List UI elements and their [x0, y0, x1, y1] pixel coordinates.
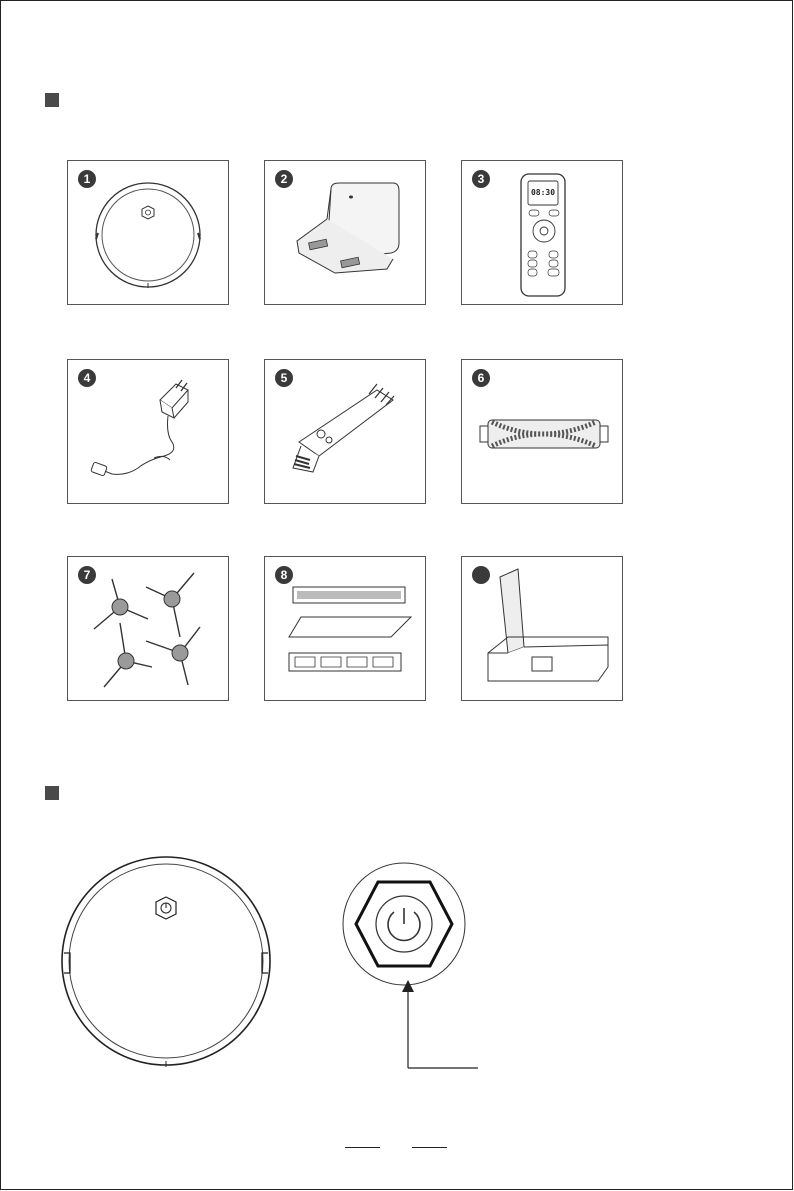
charging-dock-icon — [265, 161, 427, 306]
section-marker-accessories — [45, 93, 59, 107]
footer-divider-right — [412, 1147, 447, 1148]
item-number-badge: 7 — [78, 566, 96, 584]
item-number-badge: 4 — [78, 369, 96, 387]
item-number-badge: 8 — [275, 566, 293, 584]
robot-top-view-icon — [60, 855, 275, 1070]
item-box-5 — [264, 359, 426, 504]
item-box-6 — [461, 359, 623, 504]
item-box-9 — [461, 556, 623, 701]
remote-control-icon — [462, 161, 624, 306]
section-marker-diagram — [45, 786, 59, 800]
item-box-8 — [264, 556, 426, 701]
item-number-badge: 2 — [275, 170, 293, 188]
item-number-badge: 6 — [472, 369, 490, 387]
item-box-3 — [461, 160, 623, 305]
roller-brush-icon — [462, 360, 624, 505]
item-box-7 — [67, 556, 229, 701]
power-adapter-icon — [68, 360, 230, 505]
item-number-badge: 1 — [78, 170, 96, 188]
dustbin-icon — [462, 557, 624, 702]
item-number-badge: 5 — [275, 369, 293, 387]
footer-divider-left — [345, 1147, 380, 1148]
robot-vacuum-icon — [68, 161, 230, 306]
item-box-4 — [67, 359, 229, 504]
item-number-badge: 3 — [472, 170, 490, 188]
item-box-1 — [67, 160, 229, 305]
item-box-2 — [264, 160, 426, 305]
side-brushes-icon — [68, 557, 230, 702]
power-button-icon — [340, 860, 480, 1075]
filter-set-icon — [265, 557, 427, 702]
remote-display-time: 08:30 — [530, 188, 556, 197]
cleaning-brush-tool-icon — [265, 360, 427, 505]
